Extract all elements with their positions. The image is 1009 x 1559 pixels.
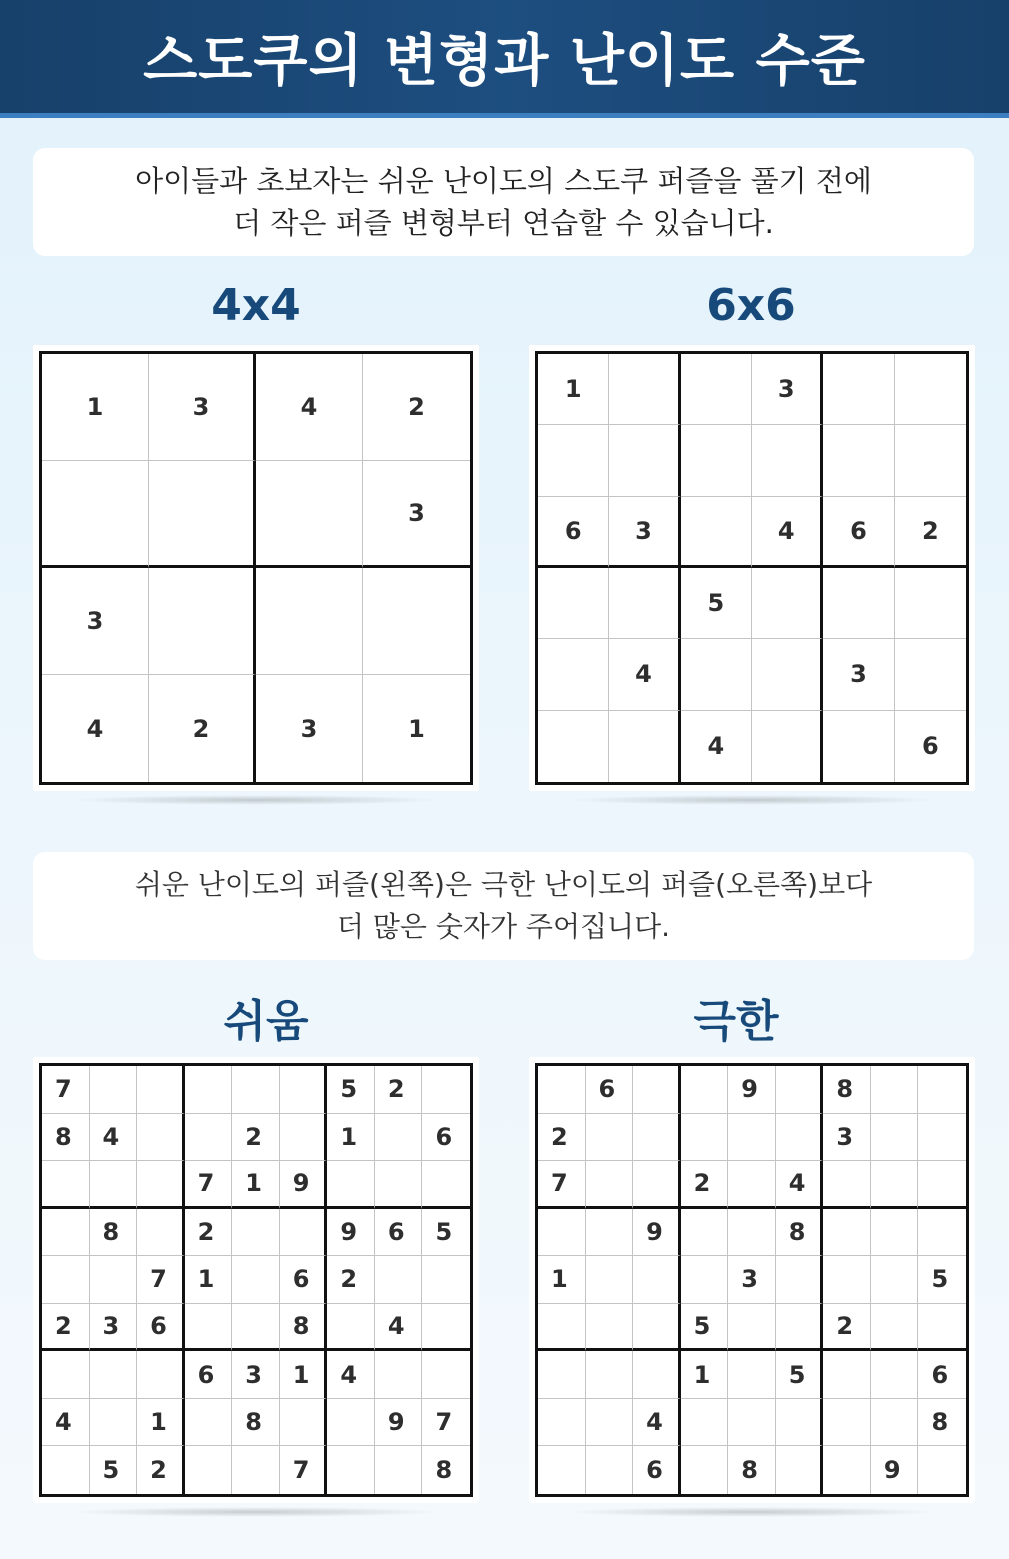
puzzle-card-6x6 — [529, 345, 975, 791]
sudoku-cell — [895, 425, 966, 496]
sudoku-cell: 1 — [681, 1351, 729, 1399]
sudoku-cell: 6 — [586, 1066, 634, 1114]
sudoku-cell — [633, 1161, 681, 1209]
sudoku-cell — [232, 1256, 280, 1304]
sudoku-cell — [681, 1209, 729, 1257]
sudoku-cell: 7 — [422, 1399, 470, 1447]
sudoku-cell — [871, 1209, 919, 1257]
sudoku-cell — [90, 1161, 138, 1209]
sudoku-cell — [327, 1304, 375, 1352]
sudoku-cell: 1 — [538, 1256, 586, 1304]
sudoku-cell — [895, 639, 966, 710]
sudoku-grid-easy — [39, 1063, 473, 1497]
sudoku-cell: 6 — [633, 1446, 681, 1494]
sudoku-cell — [918, 1209, 966, 1257]
sudoku-cell — [327, 1446, 375, 1494]
sudoku-cell — [752, 711, 823, 782]
sudoku-cell: 9 — [375, 1399, 423, 1447]
sudoku-cell — [232, 1446, 280, 1494]
sudoku-cell: 3 — [823, 639, 894, 710]
sudoku-cell — [232, 1066, 280, 1114]
sudoku-cell — [375, 1161, 423, 1209]
sudoku-cell — [609, 711, 680, 782]
sudoku-cell — [42, 1209, 90, 1257]
sudoku-cell — [185, 1114, 233, 1162]
sudoku-cell: 4 — [633, 1399, 681, 1447]
sudoku-cell — [918, 1304, 966, 1352]
sudoku-cell — [90, 1256, 138, 1304]
sudoku-cell — [776, 1399, 824, 1447]
sudoku-cell: 3 — [256, 675, 363, 782]
sudoku-cell — [538, 1351, 586, 1399]
sudoku-cell — [752, 425, 823, 496]
sudoku-cell: 6 — [823, 497, 894, 568]
puzzle-label-extreme: 극한 — [693, 996, 779, 1047]
sudoku-cell — [185, 1399, 233, 1447]
sudoku-cell: 4 — [90, 1114, 138, 1162]
sudoku-cell — [871, 1114, 919, 1162]
sudoku-cell: 4 — [776, 1161, 824, 1209]
sudoku-cell — [776, 1066, 824, 1114]
sudoku-cell — [137, 1209, 185, 1257]
sudoku-cell — [586, 1399, 634, 1447]
sudoku-cell: 2 — [363, 354, 470, 461]
sudoku-cell: 9 — [280, 1161, 328, 1209]
sudoku-cell: 1 — [137, 1399, 185, 1447]
sudoku-cell — [185, 1066, 233, 1114]
sudoku-cell — [681, 639, 752, 710]
sudoku-cell — [232, 1304, 280, 1352]
sudoku-cell: 1 — [408, 714, 425, 743]
sudoku-cell: 8 — [728, 1446, 776, 1494]
sudoku-cell — [681, 1256, 729, 1304]
sudoku-cell: 1 — [327, 1114, 375, 1162]
sudoku-cell: 3 — [609, 497, 680, 568]
sudoku-cell: 7 — [137, 1256, 185, 1304]
sudoku-cell — [422, 1066, 470, 1114]
sudoku-cell: 3 — [149, 354, 256, 461]
sudoku-cell — [538, 1399, 586, 1447]
puzzle-card-extreme — [529, 1057, 975, 1503]
sudoku-cell — [375, 1351, 423, 1399]
sudoku-cell: 8 — [823, 1066, 871, 1114]
sudoku-cell: 9 — [633, 1209, 681, 1257]
sudoku-grid-extreme — [535, 1063, 969, 1497]
sudoku-cell — [185, 1446, 233, 1494]
sudoku-cell — [823, 1256, 871, 1304]
puzzle-card-easy — [33, 1057, 479, 1503]
sudoku-cell — [823, 568, 894, 639]
sudoku-cell — [42, 1161, 90, 1209]
sudoku-cell: 3 — [232, 1351, 280, 1399]
sudoku-cell: 2 — [895, 497, 966, 568]
sudoku-cell — [823, 1446, 871, 1494]
sudoku-cell: 4 — [327, 1351, 375, 1399]
sudoku-cell — [609, 568, 680, 639]
sudoku-cell: 8 — [776, 1209, 824, 1257]
sudoku-cell — [823, 1209, 871, 1257]
sudoku-cell — [538, 639, 609, 710]
sudoku-cell — [185, 1304, 233, 1352]
sudoku-cell: 1 — [42, 354, 149, 461]
sudoku-cell: 4 — [256, 354, 363, 461]
sudoku-cell: 1 — [232, 1161, 280, 1209]
sudoku-cell — [586, 1256, 634, 1304]
sudoku-cell — [918, 1114, 966, 1162]
sudoku-cell: 7 — [185, 1161, 233, 1209]
sudoku-cell: 2 — [42, 1304, 90, 1352]
sudoku-cell: 5 — [327, 1066, 375, 1114]
sudoku-cell: 2 — [232, 1114, 280, 1162]
sudoku-cell — [823, 425, 894, 496]
difficulty-note — [33, 852, 974, 960]
sudoku-cell — [538, 1066, 586, 1114]
sudoku-cell: 5 — [918, 1256, 966, 1304]
intro-note-line-2: 더 작은 퍼즐 변형부터 연습할 수 있습니다. — [233, 206, 774, 240]
sudoku-cell — [633, 1256, 681, 1304]
sudoku-cell — [280, 1066, 328, 1114]
sudoku-cell — [823, 1351, 871, 1399]
sudoku-cell: 7 — [42, 1066, 90, 1114]
sudoku-cell: 6 — [918, 1351, 966, 1399]
sudoku-cell — [895, 354, 966, 425]
sudoku-cell: 4 — [609, 639, 680, 710]
sudoku-cell — [776, 1114, 824, 1162]
intro-note — [33, 148, 974, 256]
sudoku-cell: 8 — [280, 1304, 328, 1352]
difficulty-note-line-2: 더 많은 숫자가 주어집니다. — [336, 910, 671, 943]
sudoku-cell — [375, 1446, 423, 1494]
sudoku-cell: 2 — [327, 1256, 375, 1304]
sudoku-cell — [280, 1399, 328, 1447]
sudoku-cell: 2 — [538, 1114, 586, 1162]
sudoku-cell: 6 — [538, 497, 609, 568]
sudoku-cell: 6 — [185, 1351, 233, 1399]
sudoku-cell — [728, 1351, 776, 1399]
sudoku-cell — [538, 1209, 586, 1257]
sudoku-cell: 9 — [728, 1066, 776, 1114]
sudoku-cell: 1 — [185, 1256, 233, 1304]
puzzle-label-easy: 쉬움 — [223, 996, 309, 1047]
sudoku-cell — [609, 354, 680, 425]
sudoku-cell — [728, 1209, 776, 1257]
sudoku-cell: 6 — [280, 1256, 328, 1304]
sudoku-cell — [137, 1351, 185, 1399]
sudoku-cell — [42, 1446, 90, 1494]
sudoku-cell — [681, 1446, 729, 1494]
sudoku-cell — [728, 1161, 776, 1209]
sudoku-cell — [681, 425, 752, 496]
puzzle-label-6x6: 6x6 — [706, 280, 796, 331]
sudoku-cell: 2 — [681, 1161, 729, 1209]
sudoku-grid-6x6 — [535, 351, 969, 785]
sudoku-cell: 1 — [280, 1351, 328, 1399]
sudoku-cell: 3 — [823, 1114, 871, 1162]
sudoku-cell: 5 — [681, 1304, 729, 1352]
sudoku-cell — [42, 1256, 90, 1304]
sudoku-cell: 9 — [327, 1209, 375, 1257]
sudoku-cell — [871, 1351, 919, 1399]
sudoku-cell — [586, 1114, 634, 1162]
sudoku-cell — [823, 1399, 871, 1447]
sudoku-cell — [375, 1114, 423, 1162]
sudoku-cell — [586, 1351, 634, 1399]
sudoku-cell — [633, 1304, 681, 1352]
sudoku-cell: 6 — [422, 1114, 470, 1162]
sudoku-cell — [823, 711, 894, 782]
sudoku-cell — [586, 1161, 634, 1209]
sudoku-cell — [363, 568, 470, 675]
sudoku-cell — [149, 568, 256, 675]
sudoku-cell: 4 — [375, 1304, 423, 1352]
sudoku-cell — [776, 1256, 824, 1304]
sudoku-cell — [280, 1209, 328, 1257]
sudoku-cell: 7 — [538, 1161, 586, 1209]
sudoku-cell — [137, 1114, 185, 1162]
sudoku-cell: 2 — [185, 1209, 233, 1257]
sudoku-cell — [422, 1256, 470, 1304]
sudoku-cell — [42, 1351, 90, 1399]
sudoku-cell: 7 — [280, 1446, 328, 1494]
sudoku-cell — [633, 1066, 681, 1114]
sudoku-cell: 5 — [681, 568, 752, 639]
sudoku-cell — [633, 1351, 681, 1399]
sudoku-cell: 3 — [42, 568, 149, 675]
sudoku-cell — [871, 1066, 919, 1114]
sudoku-cell — [728, 1399, 776, 1447]
sudoku-cell: 8 — [232, 1399, 280, 1447]
sudoku-cell — [538, 1304, 586, 1352]
intro-note-line-1: 아이들과 초보자는 쉬운 난이도의 스도쿠 퍼즐을 풀기 전에 — [135, 164, 872, 198]
sudoku-cell — [280, 1114, 328, 1162]
sudoku-cell — [422, 1161, 470, 1209]
sudoku-cell — [681, 1399, 729, 1447]
sudoku-cell: 2 — [823, 1304, 871, 1352]
sudoku-cell: 5 — [90, 1446, 138, 1494]
sudoku-cell — [895, 568, 966, 639]
sudoku-cell — [327, 1161, 375, 1209]
page-title: 스도쿠의 변형과 난이도 수준 — [143, 28, 866, 94]
sudoku-cell: 3 — [363, 461, 470, 568]
sudoku-cell: 8 — [435, 1456, 453, 1485]
sudoku-grid-4x4 — [39, 351, 473, 785]
sudoku-cell: 6 — [921, 732, 939, 761]
sudoku-cell: 2 — [149, 675, 256, 782]
sudoku-cell — [681, 497, 752, 568]
sudoku-cell — [752, 568, 823, 639]
sudoku-cell — [609, 425, 680, 496]
puzzle-card-4x4 — [33, 345, 479, 791]
sudoku-cell — [918, 1066, 966, 1114]
sudoku-cell — [823, 354, 894, 425]
sudoku-cell: 3 — [90, 1304, 138, 1352]
sudoku-cell: 8 — [918, 1399, 966, 1447]
sudoku-cell — [538, 425, 609, 496]
sudoku-cell — [681, 1114, 729, 1162]
sudoku-cell — [42, 461, 149, 568]
sudoku-cell — [681, 1066, 729, 1114]
sudoku-cell: 8 — [90, 1209, 138, 1257]
sudoku-cell: 4 — [42, 675, 149, 782]
sudoku-cell — [256, 568, 363, 675]
sudoku-cell — [149, 461, 256, 568]
puzzle-label-4x4: 4x4 — [211, 280, 301, 331]
sudoku-cell — [728, 1114, 776, 1162]
sudoku-cell — [776, 1304, 824, 1352]
sudoku-cell — [871, 1256, 919, 1304]
sudoku-cell: 3 — [752, 354, 823, 425]
sudoku-cell — [327, 1399, 375, 1447]
sudoku-cell: 4 — [42, 1399, 90, 1447]
sudoku-cell — [538, 711, 609, 782]
sudoku-cell — [728, 1304, 776, 1352]
sudoku-cell — [918, 1161, 966, 1209]
sudoku-cell — [90, 1066, 138, 1114]
sudoku-cell — [586, 1304, 634, 1352]
sudoku-cell — [776, 1446, 824, 1494]
sudoku-cell — [90, 1351, 138, 1399]
sudoku-cell: 6 — [375, 1209, 423, 1257]
sudoku-cell — [90, 1399, 138, 1447]
sudoku-cell — [918, 1446, 966, 1494]
sudoku-cell — [375, 1256, 423, 1304]
sudoku-cell — [137, 1066, 185, 1114]
header-banner — [0, 0, 1009, 118]
sudoku-cell — [871, 1399, 919, 1447]
sudoku-cell: 5 — [422, 1209, 470, 1257]
sudoku-cell — [538, 568, 609, 639]
sudoku-cell — [871, 1304, 919, 1352]
sudoku-cell — [681, 354, 752, 425]
sudoku-cell — [633, 1114, 681, 1162]
sudoku-cell: 5 — [776, 1351, 824, 1399]
sudoku-cell — [538, 1446, 586, 1494]
sudoku-cell — [137, 1161, 185, 1209]
sudoku-cell — [232, 1209, 280, 1257]
sudoku-cell — [422, 1351, 470, 1399]
sudoku-cell: 1 — [538, 354, 609, 425]
sudoku-cell: 6 — [137, 1304, 185, 1352]
sudoku-cell: 3 — [728, 1256, 776, 1304]
sudoku-cell — [586, 1209, 634, 1257]
sudoku-cell — [752, 639, 823, 710]
sudoku-cell: 4 — [752, 497, 823, 568]
sudoku-cell: 9 — [871, 1446, 919, 1494]
sudoku-cell — [422, 1304, 470, 1352]
sudoku-cell — [586, 1446, 634, 1494]
difficulty-note-line-1: 쉬운 난이도의 퍼즐(왼쪽)은 극한 난이도의 퍼즐(오른쪽)보다 — [134, 868, 873, 901]
sudoku-cell — [871, 1161, 919, 1209]
sudoku-cell: 2 — [137, 1446, 185, 1494]
sudoku-cell: 4 — [681, 711, 752, 782]
sudoku-cell: 2 — [375, 1066, 423, 1114]
sudoku-cell — [256, 461, 363, 568]
sudoku-cell: 8 — [42, 1114, 90, 1162]
sudoku-cell — [823, 1161, 871, 1209]
